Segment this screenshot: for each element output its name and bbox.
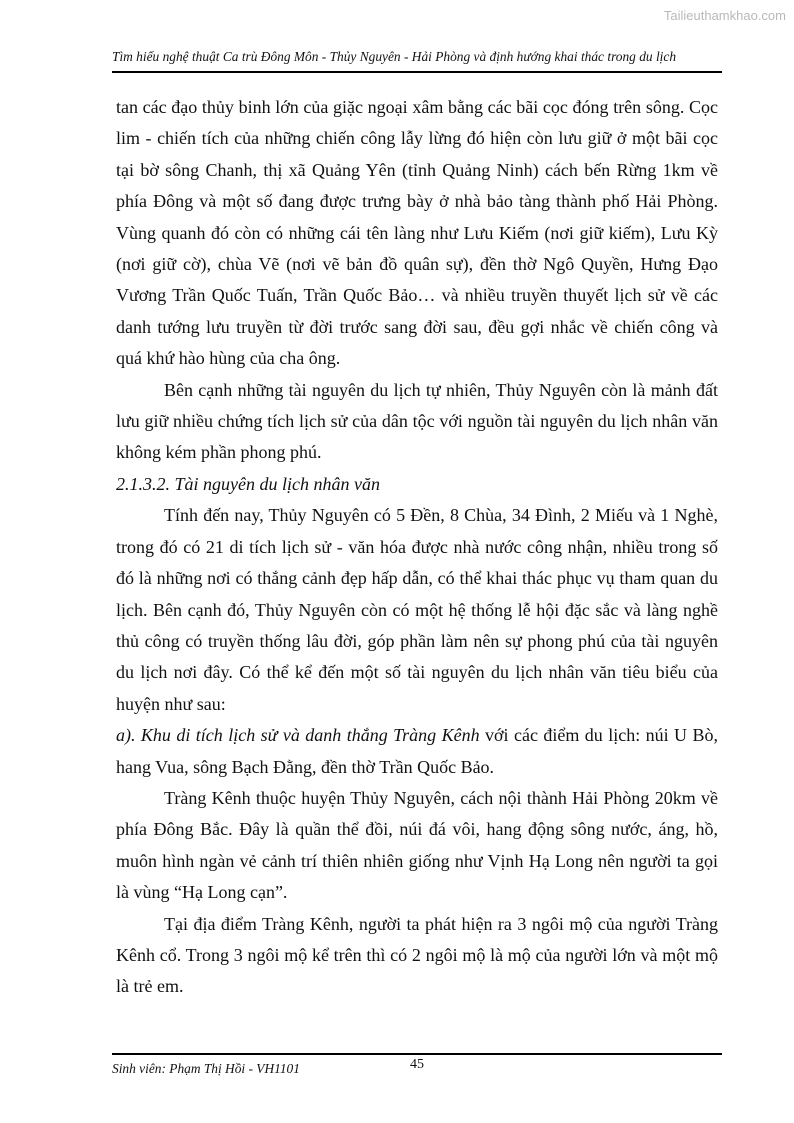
- footer-divider: [112, 1053, 722, 1055]
- paragraph-5: Tràng Kênh thuộc huyện Thủy Nguyên, cách nội thành Hải Phòng 20km về phía Đông Bắc. Đây là quần thể đồi, núi đá vôi, hang động sông nước, áng, hồ, muôn hình ngàn vẻ cảnh trí thiên nhiên giống như Vịnh Hạ Long nên người ta gọi là vùng “Hạ Long cạn”.: [116, 787, 718, 903]
- subsection-title: a). Khu di tích lịch sử và danh thắng Tràng Kênh: [116, 725, 480, 746]
- paragraph-3: Tính đến nay, Thủy Nguyên có 5 Đền, 8 Chùa, 34 Đình, 2 Miếu và 1 Nghè, trong đó có 21 di tích lịch sử - văn hóa được nhà nước công nhận, nhiều trong số đó là những nơi có thắng cảnh đẹp hấp dẫn, có thể khai thác phục vụ tham quan du lịch. Bên cạnh đó, Thủy Nguyên còn có một hệ thống lễ hội đặc sắc và làng nghề thủ công có truyền thống lâu đời, góp phần làm nên sự phong phú của tài nguyên du lịch nơi đây. Có thể kể đến một số tài nguyên du lịch nhân văn tiêu biểu của huyện như sau:: [116, 505, 718, 714]
- running-header: Tìm hiểu nghệ thuật Ca trù Đông Môn - Thủy Nguyên - Hải Phòng và định hướng khai thác trong du lịch: [112, 49, 677, 64]
- header-divider: [112, 71, 722, 73]
- page-body: [116, 92, 718, 1003]
- paragraph-6: Tại địa điểm Tràng Kênh, người ta phát hiện ra 3 ngôi mộ của người Tràng Kênh cổ. Trong 3 ngôi mộ kể trên thì có 2 ngôi mộ là mộ của người lớn và một mộ là trẻ em.: [116, 913, 718, 997]
- watermark: Tailieuthamkhao.com: [663, 8, 786, 23]
- footer-student: Sinh viên: Phạm Thị Hồi - VH1101: [112, 1061, 300, 1076]
- paragraph-4: [116, 720, 718, 783]
- paragraph-2: Bên cạnh những tài nguyên du lịch tự nhiên, Thủy Nguyên còn là mảnh đất lưu giữ nhiều chứng tích lịch sử của dân tộc với nguồn tài nguyên du lịch nhân văn không kém phần phong phú.: [116, 379, 718, 463]
- paragraph-4-text: với các điểm du lịch: núi U Bò, hang Vua, sông Bạch Đằng, đền thờ Trần Quốc Bảo.: [116, 725, 718, 777]
- page-number: 45: [410, 1057, 424, 1072]
- section-heading: 2.1.3.2. Tài nguyên du lịch nhân văn: [116, 473, 380, 494]
- paragraph-1: tan các đạo thủy binh lớn của giặc ngoại xâm bằng các bãi cọc đóng trên sông. Cọc lim - chiến tích của những chiến công lẫy lừng đó hiện còn lưu giữ ở một bãi cọc tại bờ sông Chanh, thị xã Quảng Yên (tỉnh Quảng Ninh) cách bến Rừng 1km về phía Đông và một số đang được trưng bày ở nhà bảo tàng thành phố Hải Phòng. Vùng quanh đó còn có những cái tên làng như Lưu Kiếm (nơi giữ kiếm), Lưu Kỳ (nơi giữ cờ), chùa Vẽ (nơi vẽ bản đồ quân sự), đền thờ Ngô Quyền, Hưng Đạo Vương Trần Quốc Tuấn, Trần Quốc Bảo… và nhiều truyền thuyết lịch sử về các danh tướng lưu truyền từ đời trước sang đời sau, đều gợi nhắc về chiến công và quá khứ hào hùng của cha ông.: [116, 97, 718, 369]
